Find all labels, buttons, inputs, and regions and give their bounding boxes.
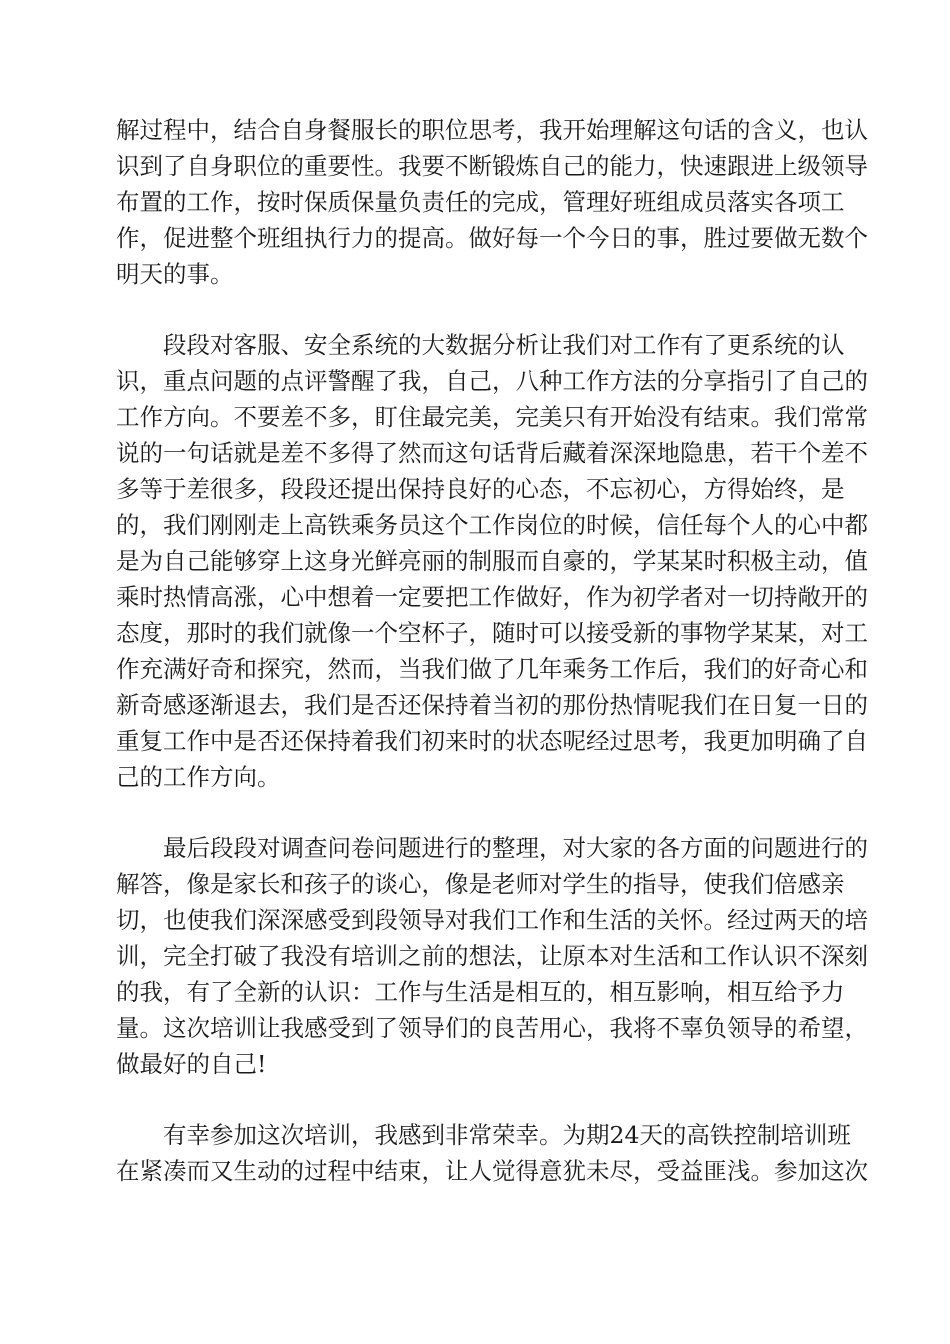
text-line: 解过程中，结合自身餐服长的职位思考，我开始理解这句话的含义，也认 <box>116 116 868 144</box>
text-line: 做最好的自己! <box>116 1050 267 1078</box>
text-line: 的，我们刚刚走上高铁乘务员这个工作岗位的时候，信任每个人的心中都 <box>116 511 868 539</box>
text-line: 有幸参加这次培训，我感到非常荣幸。为期24天的高铁控制培训班 <box>163 1121 851 1149</box>
text-line: 说的一句话就是差不多得了然而这句话背后藏着深深地隐患，若干个差不 <box>116 439 868 467</box>
text-line: 己的工作方向。 <box>116 763 281 791</box>
paragraph-4 <box>116 1117 868 1189</box>
text-line: 作充满好奇和探究，然而，当我们做了几年乘务工作后，我们的好奇心和 <box>116 655 868 683</box>
text-line: 切，也使我们深深感受到段领导对我们工作和生活的关怀。经过两天的培 <box>116 906 868 934</box>
paragraph-3 <box>116 830 868 1082</box>
paragraph-1 <box>116 112 868 292</box>
text-line: 乘时热情高涨，心中想着一定要把工作做好，作为初学者对一切持敞开的 <box>116 583 868 611</box>
text-line: 的我，有了全新的认识：工作与生活是相互的，相互影响，相互给予力 <box>116 978 845 1006</box>
text-line: 最后段段对调查问卷问题进行的整理，对大家的各方面的问题进行的 <box>163 834 868 862</box>
text-line: 量。这次培训让我感受到了领导们的良苦用心，我将不辜负领导的希望， <box>116 1014 868 1042</box>
text-line: 态度，那时的我们就像一个空杯子，随时可以接受新的事物学某某，对工 <box>116 619 868 647</box>
text-line: 识到了自身职位的重要性。我要不断锻炼自己的能力，快速跟进上级领导 <box>116 152 868 180</box>
text-line: 新奇感逐渐退去，我们是否还保持着当初的那份热情呢我们在日复一日的 <box>116 691 868 719</box>
text-line: 作，促进整个班组执行力的提高。做好每一个今日的事，胜过要做无数个 <box>116 224 868 252</box>
text-line: 解答，像是家长和孩子的谈心，像是老师对学生的指导，使我们倍感亲 <box>116 870 845 898</box>
text-line: 多等于差很多，段段还提出保持良好的心态，不忘初心，方得始终，是 <box>116 475 845 503</box>
paragraph-2 <box>116 327 868 795</box>
text-line: 在紧凑而又生动的过程中结束，让人觉得意犹未尽，受益匪浅。参加这次 <box>116 1157 868 1185</box>
text-line: 训，完全打破了我没有培训之前的想法，让原本对生活和工作认识不深刻 <box>116 942 868 970</box>
text-line: 工作方向。不要差不多，盯住最完美，完美只有开始没有结束。我们常常 <box>116 403 868 431</box>
text-line: 重复工作中是否还保持着我们初来时的状态呢经过思考，我更加明确了自 <box>116 727 868 755</box>
text-line: 段段对客服、安全系统的大数据分析让我们对工作有了更系统的认 <box>163 331 845 359</box>
text-line: 布置的工作，按时保质保量负责任的完成，管理好班组成员落实各项工 <box>116 188 845 216</box>
text-line: 明天的事。 <box>116 260 234 288</box>
document-page <box>116 112 868 1189</box>
text-line: 是为自己能够穿上这身光鲜亮丽的制服而自豪的，学某某时积极主动，值 <box>116 547 868 575</box>
text-line: 识，重点问题的点评警醒了我，自己，八种工作方法的分享指引了自己的 <box>116 367 868 395</box>
